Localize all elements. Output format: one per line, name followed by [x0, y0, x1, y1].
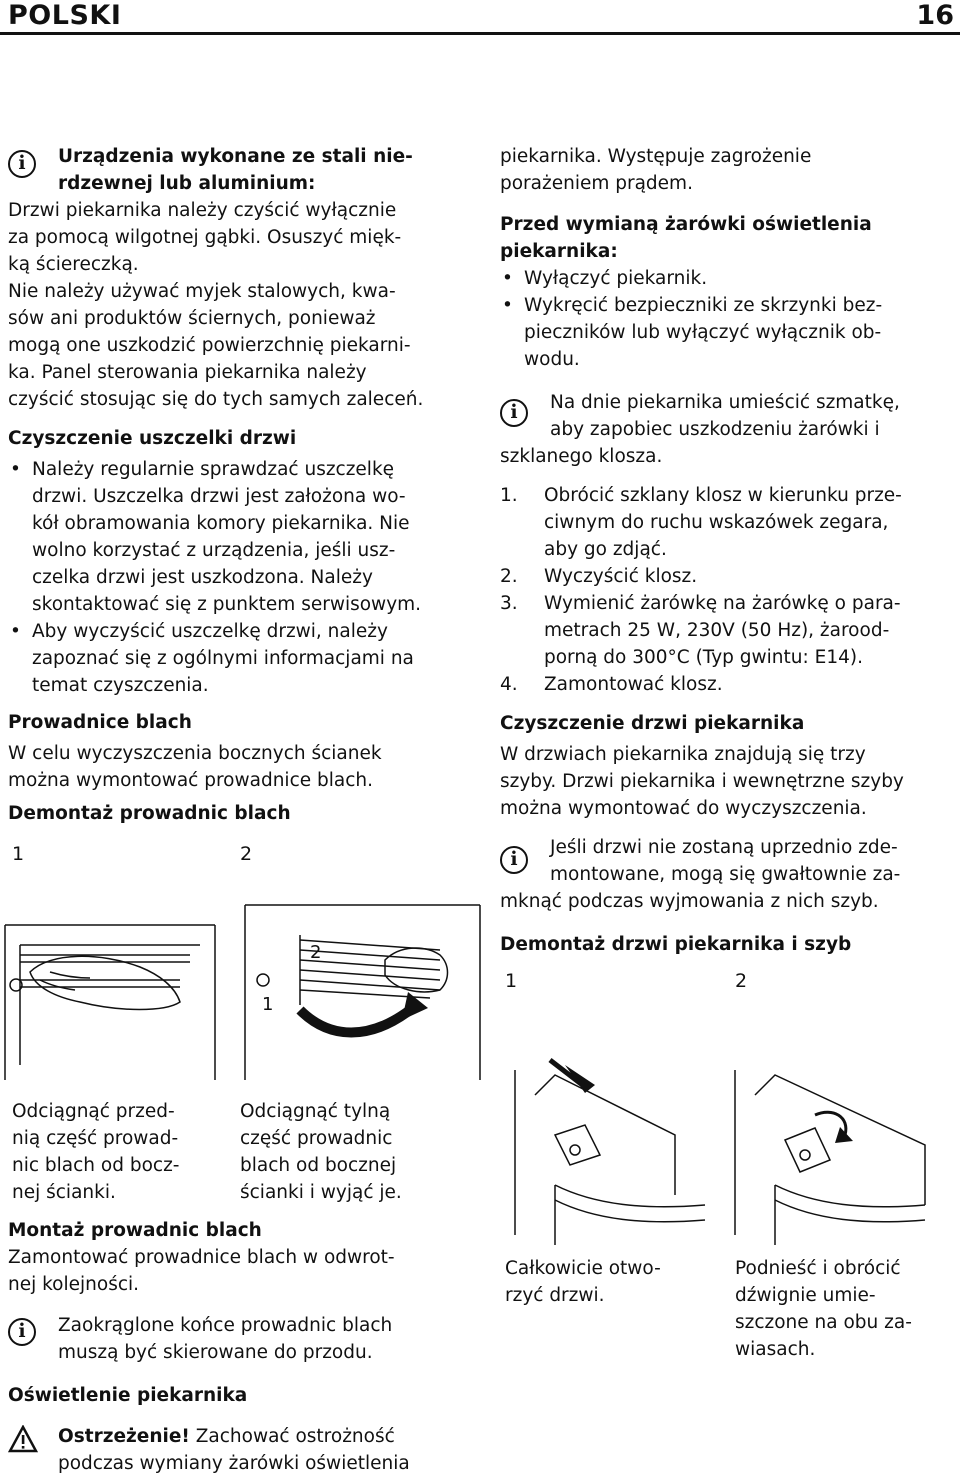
text-line: piekarnika. Występuje zagrożenie	[500, 146, 812, 167]
text-line: Na dnie piekarnika umieścić szmatkę,	[550, 392, 900, 413]
info-icon: i	[500, 846, 528, 874]
text-line: blach od bocznej	[240, 1155, 397, 1176]
text-line: nią część prowad-	[12, 1128, 179, 1149]
before-heading-2: piekarnika:	[500, 241, 618, 262]
text-line: drzwi. Uszczelka drzwi jest założona wo-	[32, 486, 406, 507]
note-heading-2: rdzewnej lub aluminium:	[58, 173, 316, 194]
list-item	[500, 590, 955, 671]
left-column-bottom	[8, 1217, 478, 1477]
list-item	[8, 618, 478, 699]
before-heading: Przed wymianą żarówki oświetlenia	[500, 214, 872, 235]
text-line: Jeśli drzwi nie zostaną uprzednio zde-	[550, 837, 898, 858]
list-item	[500, 482, 955, 563]
note-rounded-ends	[8, 1312, 478, 1366]
figure-label-2: 2	[310, 942, 322, 963]
list-item	[500, 265, 955, 292]
text-line: część prowadnic	[240, 1128, 393, 1149]
note-door	[500, 834, 955, 915]
page-number: 16	[916, 0, 954, 31]
text-line: ciwnym do ruchu wskazówek zegara,	[544, 512, 889, 533]
warning-icon	[8, 1425, 38, 1453]
text-line: szczone na obu za-	[735, 1312, 912, 1333]
text-line: Zamontować prowadnice blach w odwrot-	[8, 1247, 395, 1268]
text-line: Obrócić szklany klosz w kierunku prze-	[544, 485, 902, 506]
text-line: montowane, mogą się gwałtownie za-	[550, 864, 901, 885]
text-line: Zamontować klosz.	[544, 674, 723, 695]
section-title: POLSKI	[8, 0, 122, 31]
text-line: metrach 25 W, 230V (50 Hz), żarood-	[544, 620, 890, 641]
text-line: • Wyłączyć piekarnik.	[524, 268, 708, 289]
text-line: temat czyszczenia.	[32, 675, 209, 696]
step-number: 2	[735, 970, 748, 992]
text-line: Wyczyścić klosz.	[544, 566, 698, 587]
text-line: Zachować ostrożność	[189, 1426, 395, 1447]
list-item	[500, 292, 955, 373]
text-line: ka. Panel sterowania piekarnika należy	[8, 362, 367, 383]
info-icon: i	[8, 150, 36, 178]
text-line: • Należy regularnie sprawdzać uszczelkę	[32, 459, 395, 480]
step-number: 1.	[500, 485, 518, 506]
step-number: 1	[12, 843, 25, 865]
figure-label-1: 1	[262, 994, 274, 1015]
text-line: • Wykręcić bezpieczniki ze skrzynki bez-	[524, 295, 883, 316]
text-line: Wymienić żarówkę na żarówkę o para-	[544, 593, 901, 614]
text-line: zapoznać się z ogólnymi informacjami na	[32, 648, 414, 669]
list-item	[500, 671, 955, 698]
text-line: mknąć podczas wyjmowania z nich szyb.	[500, 891, 879, 912]
info-icon: i	[8, 1318, 36, 1346]
warning-label: Ostrzeżenie!	[58, 1426, 190, 1447]
text-line: aby go zdjąć.	[544, 539, 667, 560]
text-line: Odciągnąć przed-	[12, 1101, 175, 1122]
note-stainless	[8, 143, 478, 413]
text-line: za pomocą wilgotnej gąbki. Osuszyć mięk-	[8, 227, 402, 248]
caption-door-step-1	[505, 1255, 661, 1309]
text-line: aby zapobiec uszkodzeniu żarówki i	[550, 419, 880, 440]
text-line: rzyć drzwi.	[505, 1285, 605, 1306]
text-line: Podnieść i obrócić	[735, 1258, 901, 1279]
text-line: W celu wyczyszczenia bocznych ścianek	[8, 743, 382, 764]
door-heading: Czyszczenie drzwi piekarnika	[500, 713, 805, 734]
text-line: wodu.	[524, 349, 580, 370]
light-heading: Oświetlenie piekarnika	[8, 1385, 248, 1406]
text-line: Całkowicie otwo-	[505, 1258, 661, 1279]
text-line: szyby. Drzwi piekarnika i wewnętrzne szyby	[500, 771, 904, 792]
info-icon: i	[500, 399, 528, 427]
seal-heading: Czyszczenie uszczelki drzwi	[8, 428, 297, 449]
caption-step-1	[12, 1098, 179, 1206]
step-number: 2	[240, 843, 253, 865]
text-line: dźwignie umie-	[735, 1285, 876, 1306]
text-line: wolno korzystać z urządzenia, jeśli usz-	[32, 540, 396, 561]
text-line: czelka drzwi jest uszkodzona. Należy	[32, 567, 373, 588]
guide-removal-illustration	[0, 880, 490, 1090]
text-line: wiasach.	[735, 1339, 816, 1360]
text-line: nic blach od bocz-	[12, 1155, 180, 1176]
step-number: 1	[505, 970, 518, 992]
text-line: sów ani produktów ściernych, ponieważ	[8, 308, 376, 329]
install-heading: Montaż prowadnic blach	[8, 1220, 262, 1241]
text-line: W drzwiach piekarnika znajdują się trzy	[500, 744, 866, 765]
note-heading-1: Urządzenia wykonane ze stali nie-	[58, 146, 413, 167]
warning-note	[8, 1423, 478, 1477]
text-line: Odciągnąć tylną	[240, 1101, 391, 1122]
text-line: skontaktować się z punktem serwisowym.	[32, 594, 422, 615]
text-line: można wymontować prowadnice blach.	[8, 770, 373, 791]
text-line: porażeniem prądem.	[500, 173, 693, 194]
text-line: porną do 300°C (Typ gwintu: E14).	[544, 647, 863, 668]
text-line: podczas wymiany żarówki oświetlenia	[58, 1453, 410, 1474]
caption-step-2	[240, 1098, 402, 1206]
text-line: ścianki i wyjąć je.	[240, 1182, 402, 1203]
text-line: nej kolejności.	[8, 1274, 140, 1295]
right-column	[500, 143, 955, 958]
text-line: kół obramowania komory piekarnika. Nie	[32, 513, 410, 534]
text-line: Zaokrąglone końce prowadnic blach	[58, 1315, 393, 1336]
text-line: muszą być skierowane do przodu.	[58, 1342, 373, 1363]
text-line: szklanego klosza.	[500, 446, 663, 467]
text-line: ką ściereczką.	[8, 254, 139, 275]
text-line: można wymontować do wyczyszczenia.	[500, 798, 867, 819]
page-header	[0, 0, 960, 35]
text-line: nej ścianki.	[12, 1182, 116, 1203]
door-removal-heading: Demontaż drzwi piekarnika i szyb	[500, 934, 852, 955]
list-item	[500, 563, 955, 590]
text-line: Drzwi piekarnika należy czyścić wyłącznie	[8, 200, 397, 221]
text-line: mogą one uszkodzić powierzchnię piekarni-	[8, 335, 411, 356]
text-line: • Aby wyczyścić uszczelkę drzwi, należy	[32, 621, 388, 642]
text-line: pieczników lub wyłączyć wyłącznik ob-	[524, 322, 882, 343]
caption-door-step-2	[735, 1255, 912, 1363]
text-line: Nie należy używać myjek stalowych, kwa-	[8, 281, 396, 302]
step-number: 2.	[500, 566, 518, 587]
left-column	[8, 143, 478, 827]
step-number: 3.	[500, 593, 518, 614]
removal-heading: Demontaż prowadnic blach	[8, 803, 291, 824]
note-cloth	[500, 389, 955, 470]
steps-list	[500, 482, 955, 698]
text-line: czyścić stosując się do tych samych zaleceń.	[8, 389, 424, 410]
list-item	[8, 456, 478, 618]
guides-heading: Prowadnice blach	[8, 712, 192, 733]
door-removal-illustration	[495, 1055, 960, 1245]
step-number: 4.	[500, 674, 518, 695]
